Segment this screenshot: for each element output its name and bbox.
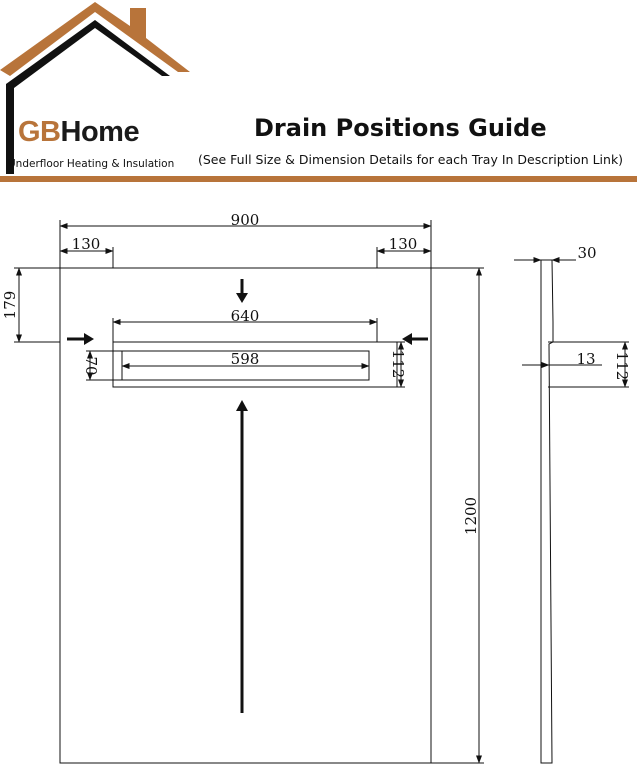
page-title: Drain Positions Guide [254,114,547,142]
label-side-drain-depth: 13 [576,350,596,368]
arrow-up-icon [236,400,248,411]
label-drain-inner-width: 70 [82,356,100,376]
label-top-offset: 179 [1,290,19,320]
arrow-left-icon [402,333,412,345]
page-subtitle: (See Full Size & Dimension Details for each Tray In Description Link) [198,152,624,167]
label-side-drain-width: 112 [613,351,631,381]
brand-name: GBHome [18,116,140,148]
label-drain-outer-width: 112 [389,349,407,379]
arrow-right-icon [84,333,94,345]
arrow-down-icon [236,293,248,303]
label-right-offset: 130 [388,235,418,253]
side-profile [541,260,553,763]
label-tray-length: 1200 [462,496,480,536]
label-tray-width: 900 [230,211,260,229]
brand-tagline: Underfloor Heating & Insulation [8,158,175,170]
label-left-offset: 130 [71,235,101,253]
label-drain-outer-length: 640 [230,307,260,325]
label-drain-inner-length: 598 [230,350,260,368]
flow-arrows [67,279,428,713]
label-side-thickness: 30 [577,244,597,262]
